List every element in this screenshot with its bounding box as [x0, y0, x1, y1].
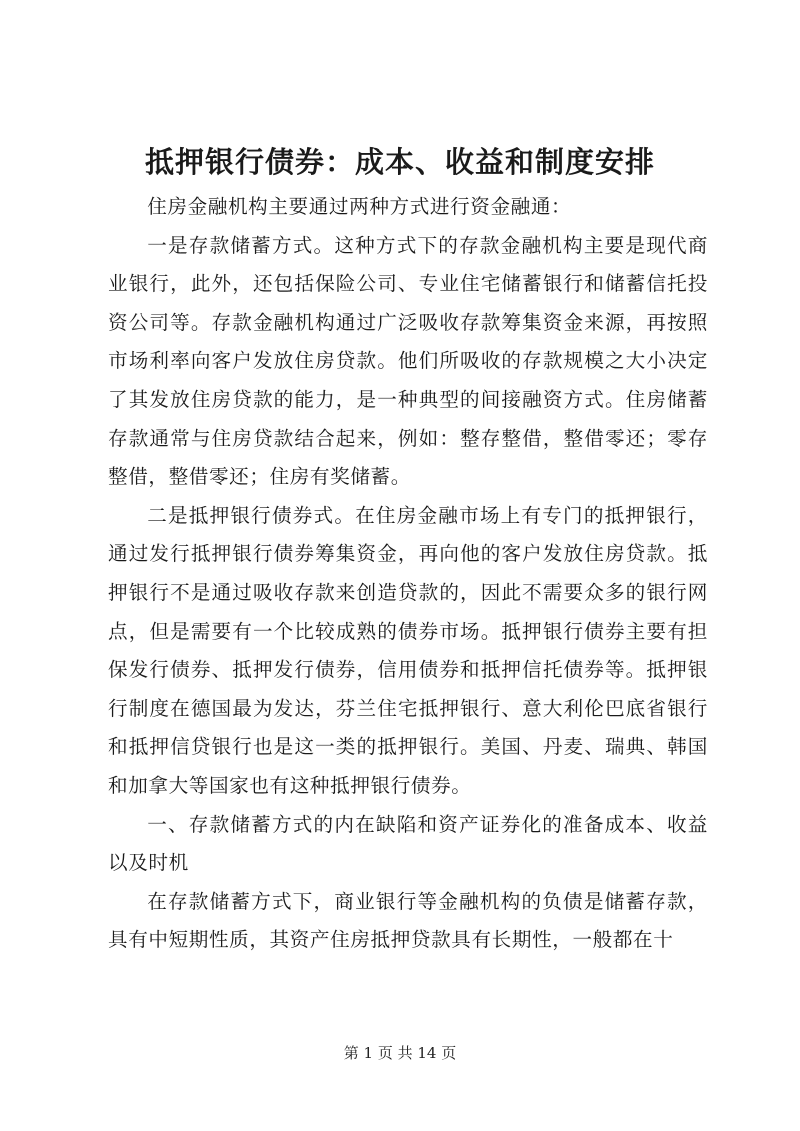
- page-number-footer: 第 1 页 共 14 页: [343, 1044, 457, 1062]
- paragraph-intro: 住房金融机构主要通过两种方式进行资金融通：: [147, 195, 572, 218]
- paragraph-section-body: 在存款储蓄方式下，商业银行等金融机构的负债是储蓄存款，具有中短期性质，其资产住房抵押贷款具有长期性，一般都在十: [108, 889, 708, 952]
- paragraph-deposit-savings: 一是存款储蓄方式。这种方式下的存款金融机构主要是现代商业银行，此外，还包括保险公司、专业住宅储蓄银行和储蓄信托投资公司等。存款金融机构通过广泛吸收存款筹集资金来源，再按照市场利率向客户发放住房贷款。他们所吸收的存款规模之大小决定了其发放住房贷款的能力，是一种典型的间接融资方式。住房储蓄存款通常与住房贷款结合起来，例如：整存整借，整借零还；零存整借，整借零还；住房有奖储蓄。: [108, 233, 708, 489]
- document-title: 抵押银行债券：成本、收益和制度安排: [144, 145, 655, 179]
- document-body: [108, 188, 708, 960]
- section-heading: 一、存款储蓄方式的内在缺陷和资产证券化的准备成本、收益以及时机: [108, 812, 708, 875]
- paragraph-mortgage-bonds: 二是抵押银行债券式。在住房金融市场上有专门的抵押银行，通过发行抵押银行债券筹集资金，再向他的客户发放住房贷款。抵押银行不是通过吸收存款来创造贷款的，因此不需要众多的银行网点，但是需要有一个比较成熟的债券市场。抵押银行债券主要有担保发行债券、抵押发行债券，信用债券和抵押信托债券等。抵押银行制度在德国最为发达，芬兰住宅抵押银行、意大利伦巴底省银行和抵押信贷银行也是这一类的抵押银行。美国、丹麦、瑞典、韩国和加拿大等国家也有这种抵押银行债券。: [108, 503, 708, 797]
